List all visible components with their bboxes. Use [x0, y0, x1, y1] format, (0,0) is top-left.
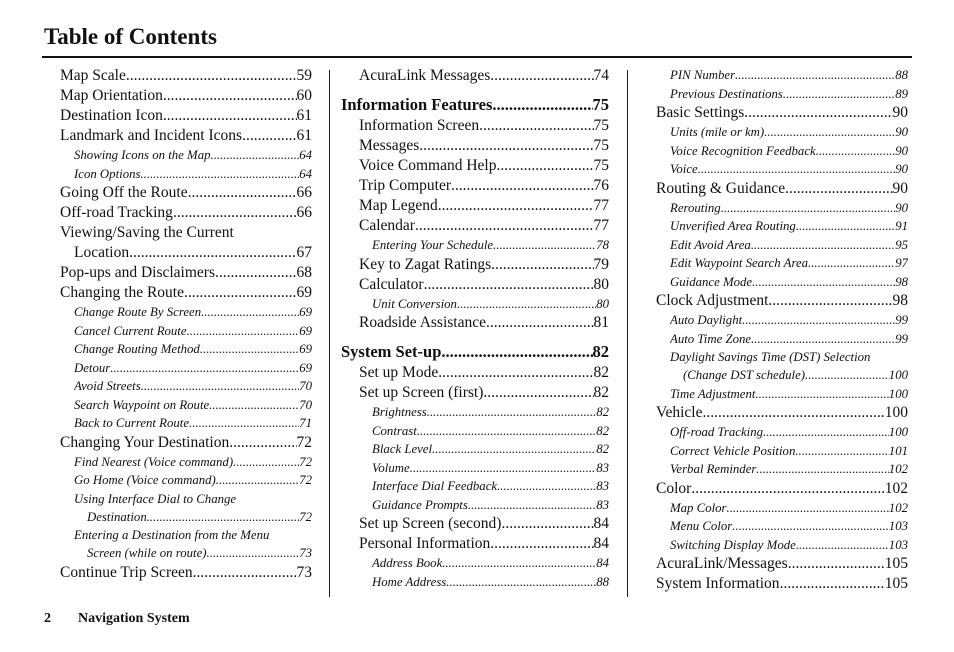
toc-subentry[interactable]: Icon Options ..... 64: [74, 165, 312, 184]
toc-entry[interactable]: Changing the Route ..... 69: [60, 283, 312, 303]
toc-subentry[interactable]: Brightness ..... 82: [372, 403, 609, 422]
toc-entry[interactable]: Map Orientation ..... 60: [60, 86, 312, 106]
toc-entry[interactable]: Vehicle ..... 100: [656, 403, 908, 423]
toc-subentry[interactable]: Menu Color ..... 103: [670, 517, 908, 536]
page-title: Table of Contents: [44, 24, 217, 49]
toc-subentry[interactable]: Home Address ..... 88: [372, 573, 609, 592]
toc-subentry[interactable]: Search Waypoint on Route ..... 70: [74, 396, 312, 415]
toc-subentry-line1[interactable]: Entering a Destination from the Menu: [74, 528, 270, 542]
toc-subentry[interactable]: Off-road Tracking ..... 100: [670, 423, 908, 442]
column-divider-2: [627, 70, 628, 597]
toc-subentry[interactable]: Previous Destinations ..... 89: [670, 85, 908, 104]
toc-entry[interactable]: Continue Trip Screen ..... 73: [60, 563, 312, 583]
toc-subentry[interactable]: Guidance Mode ..... 98: [670, 273, 908, 292]
footer-title: Navigation System: [78, 611, 190, 626]
toc-subentry[interactable]: Auto Daylight ..... 99: [670, 311, 908, 330]
toc-subentry[interactable]: Units (mile or km) ..... 90: [670, 123, 908, 142]
toc-subentry[interactable]: Avoid Streets ..... 70: [74, 377, 312, 396]
toc-entry[interactable]: Set up Screen (first) ..... 82: [359, 383, 609, 403]
toc-entry[interactable]: Voice Command Help ..... 75: [359, 156, 609, 176]
toc-entry[interactable]: Clock Adjustment ..... 98: [656, 291, 908, 311]
toc-entry[interactable]: Messages ..... 75: [359, 136, 609, 156]
toc-subentry[interactable]: Unit Conversion ..... 80: [372, 295, 609, 314]
toc-section-heading[interactable]: System Set-up ..... 82: [341, 339, 609, 363]
toc-subentry[interactable]: Time Adjustment ..... 100: [670, 385, 908, 404]
toc-subentry[interactable]: Entering Your Schedule ..... 78: [372, 236, 609, 255]
toc-entry[interactable]: Going Off the Route ..... 66: [60, 183, 312, 203]
toc-entry[interactable]: Off-road Tracking ..... 66: [60, 203, 312, 223]
toc-entry[interactable]: Key to Zagat Ratings ..... 79: [359, 255, 609, 275]
toc-subentry[interactable]: Screen (while on route) ..... 73: [74, 544, 312, 563]
toc-entry[interactable]: Routing & Guidance ..... 90: [656, 179, 908, 199]
toc-subentry[interactable]: Correct Vehicle Position ..... 101: [670, 442, 908, 461]
toc-entry[interactable]: Destination Icon ..... 61: [60, 106, 312, 126]
toc-entry[interactable]: Landmark and Incident Icons ..... 61: [60, 126, 312, 146]
toc-subentry[interactable]: Volume ..... 83: [372, 459, 609, 478]
toc-subentry[interactable]: Address Book ..... 84: [372, 554, 609, 573]
toc-subentry[interactable]: Destination ..... 72: [74, 508, 312, 527]
toc-entry[interactable]: Map Scale ..... 59: [60, 66, 312, 86]
toc-subentry-line1[interactable]: Daylight Savings Time (DST) Selection: [670, 350, 871, 364]
toc-column-3: [656, 66, 908, 594]
toc-subentry[interactable]: Rerouting ..... 90: [670, 199, 908, 218]
toc-subentry[interactable]: Showing Icons on the Map ..... 64: [74, 146, 312, 165]
toc-entry[interactable]: Calendar ..... 77: [359, 216, 609, 236]
toc-subentry[interactable]: Edit Avoid Area ..... 95: [670, 236, 908, 255]
toc-entry[interactable]: Changing Your Destination ..... 72: [60, 433, 312, 453]
toc-column-2: [341, 66, 609, 591]
toc-entry[interactable]: System Information ..... 105: [656, 574, 908, 594]
toc-subentry[interactable]: Change Routing Method ..... 69: [74, 340, 312, 359]
toc-section-heading[interactable]: Information Features ..... 75: [341, 92, 609, 116]
toc-entry[interactable]: Color ..... 102: [656, 479, 908, 499]
toc-entry[interactable]: AcuraLink/Messages ..... 105: [656, 554, 908, 574]
toc-column-1: [60, 66, 312, 583]
page-footer: [44, 611, 190, 627]
toc-entry[interactable]: Calculator ..... 80: [359, 275, 609, 295]
toc-subentry[interactable]: Find Nearest (Voice command) ..... 72: [74, 453, 312, 472]
toc-entry[interactable]: Roadside Assistance ..... 81: [359, 313, 609, 333]
toc-subentry[interactable]: Guidance Prompts ..... 83: [372, 496, 609, 515]
toc-subentry[interactable]: Go Home (Voice command) ..... 72: [74, 471, 312, 490]
toc-subentry[interactable]: Verbal Reminder ..... 102: [670, 460, 908, 479]
page-number: 2: [44, 611, 51, 626]
toc-subentry[interactable]: Map Color ..... 102: [670, 499, 908, 518]
toc-subentry[interactable]: Contrast ..... 82: [372, 422, 609, 441]
toc-entry[interactable]: Map Legend ..... 77: [359, 196, 609, 216]
toc-entry[interactable]: Location ..... 67: [60, 243, 312, 263]
toc-subentry[interactable]: Back to Current Route ..... 71: [74, 414, 312, 433]
toc-subentry[interactable]: Unverified Area Routing ..... 91: [670, 217, 908, 236]
toc-subentry-line1[interactable]: Using Interface Dial to Change: [74, 491, 237, 506]
toc-subentry[interactable]: Edit Waypoint Search Area ..... 97: [670, 254, 908, 273]
toc-subentry[interactable]: (Change DST schedule) ..... 100: [670, 366, 908, 385]
toc-subentry[interactable]: Black Level ..... 82: [372, 440, 609, 459]
toc-subentry[interactable]: Switching Display Mode ..... 103: [670, 536, 908, 555]
toc-subentry[interactable]: Voice Recognition Feedback ..... 90: [670, 142, 908, 161]
toc-entry[interactable]: Trip Computer ..... 76: [359, 176, 609, 196]
toc-subentry[interactable]: Interface Dial Feedback ..... 83: [372, 477, 609, 496]
column-divider-1: [329, 70, 330, 597]
toc-subentry[interactable]: Auto Time Zone ..... 99: [670, 330, 908, 349]
toc-entry[interactable]: AcuraLink Messages ..... 74: [359, 66, 609, 86]
toc-entry[interactable]: Set up Screen (second) ..... 84: [359, 514, 609, 534]
toc-entry[interactable]: Personal Information ..... 84: [359, 534, 609, 554]
toc-subentry[interactable]: Voice ..... 90: [670, 160, 908, 179]
title-rule: [42, 56, 912, 58]
toc-subentry[interactable]: PIN Number ..... 88: [670, 66, 908, 85]
toc-subentry[interactable]: Change Route By Screen ..... 69: [74, 303, 312, 322]
toc-entry[interactable]: Pop-ups and Disclaimers ..... 68: [60, 263, 312, 283]
toc-entry[interactable]: Basic Settings ..... 90: [656, 103, 908, 123]
toc-entry-line1[interactable]: Viewing/Saving the Current: [60, 224, 234, 241]
toc-subentry[interactable]: Detour ..... 69: [74, 359, 312, 378]
toc-entry[interactable]: Set up Mode ..... 82: [359, 363, 609, 383]
toc-subentry[interactable]: Cancel Current Route ..... 69: [74, 322, 312, 341]
toc-entry[interactable]: Information Screen ..... 75: [359, 116, 609, 136]
